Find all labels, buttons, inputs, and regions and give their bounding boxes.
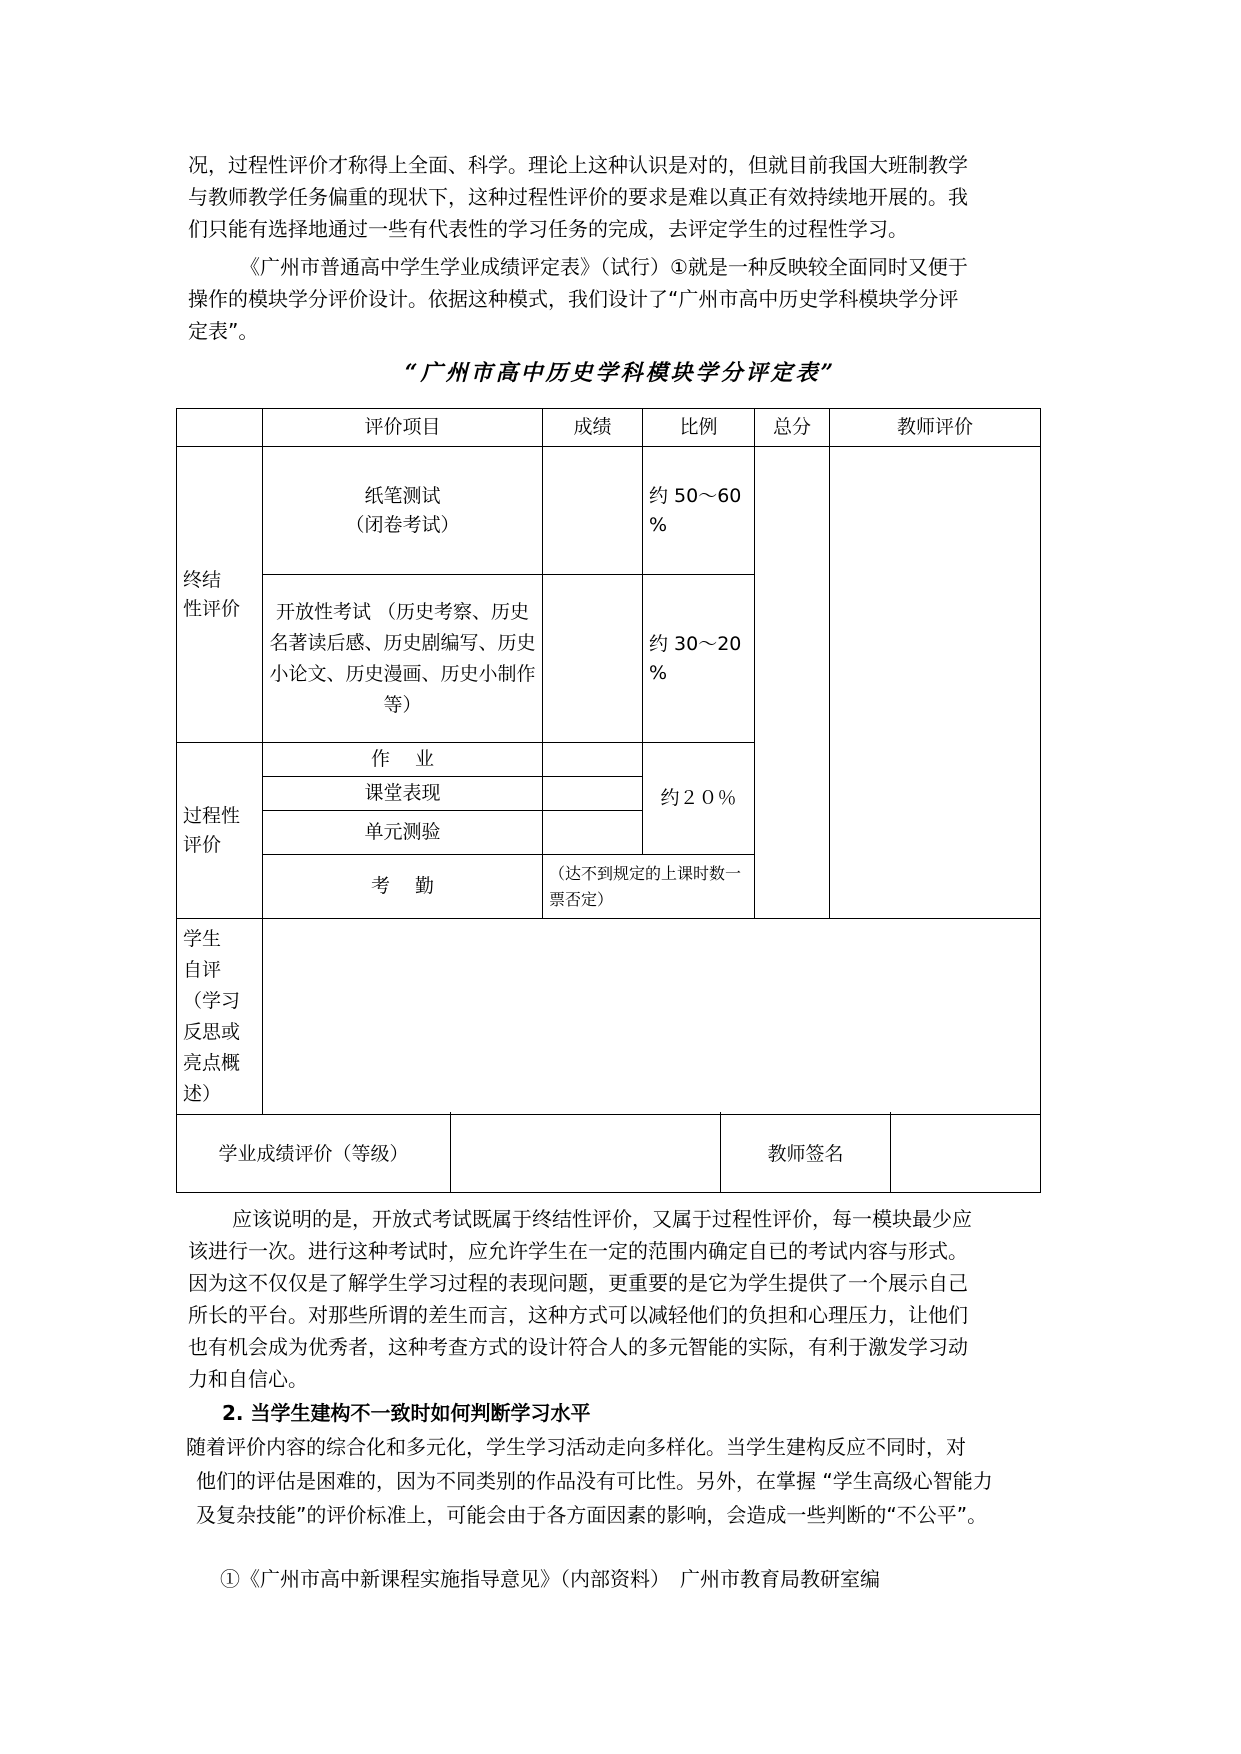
open-ratio-cell: 约 30～20 % xyxy=(643,575,755,743)
unit-test-score-cell[interactable] xyxy=(543,811,643,855)
paragraph-line: 应该说明的是，开放式考试既属于终结性评价，又属于过程性评价，每一模块最少应 xyxy=(232,1207,972,1231)
classroom-score-cell[interactable] xyxy=(543,777,643,811)
header-blank xyxy=(177,409,263,447)
paragraph-line: 随着评价内容的综合化和多元化，学生学习活动走向多样化。当学生建构反应不同时，对 xyxy=(186,1435,966,1459)
self-eval-label: 学生 自评 （学习 反思或 亮点概 述） xyxy=(177,919,263,1115)
grade-cell[interactable] xyxy=(451,1112,721,1193)
classroom-cell: 课堂表现 xyxy=(263,777,543,811)
unit-test-cell: 单元测验 xyxy=(263,811,543,855)
open-test-cell: 开放性考试 （历史考察、历史名著读后感、历史剧编写、历史小论文、历史漫画、历史小制作等） xyxy=(263,575,543,743)
teacher-eval-cell[interactable] xyxy=(830,447,1041,919)
signature-cell[interactable] xyxy=(891,1112,1041,1193)
header-teacher-eval: 教师评价 xyxy=(830,409,1041,447)
section-heading: 2. 当学生建构不一致时如何判断学习水平 xyxy=(222,1401,591,1425)
evaluation-table xyxy=(176,408,1041,1115)
open-score-cell[interactable] xyxy=(543,575,643,743)
attendance-note: （达不到规定的上课时数一票否定） xyxy=(543,855,755,919)
footnote: ①《广州市高中新课程实施指导意见》（内部资料） 广州市教育局教研室编 xyxy=(220,1567,880,1591)
paragraph-line: 操作的模块学分评价设计。依据这种模式，我们设计了“广州市高中历史学科模块学分评 xyxy=(188,287,959,311)
attendance-cell: 考 勤 xyxy=(263,855,543,919)
paragraph-line: 定表”。 xyxy=(188,319,259,343)
paragraph-line: 力和自信心。 xyxy=(188,1367,308,1391)
header-total: 总分 xyxy=(755,409,830,447)
written-score-cell[interactable] xyxy=(543,447,643,575)
grade-table xyxy=(176,1112,1041,1193)
total-score-cell[interactable] xyxy=(755,447,830,919)
paragraph-line: 与教师教学任务偏重的现状下，这种过程性评价的要求是难以真正有效持续地开展的。我 xyxy=(188,185,968,209)
written-ratio-cell: 约 50～60 % xyxy=(643,447,755,575)
written-test-cell: 纸笔测试 （闭卷考试） xyxy=(263,447,543,575)
self-eval-cell[interactable] xyxy=(263,919,1041,1115)
paragraph-line: 因为这不仅仅是了解学生学习过程的表现问题，更重要的是它为学生提供了一个展示自己 xyxy=(188,1271,968,1295)
header-ratio: 比例 xyxy=(643,409,755,447)
paragraph-line: 也有机会成为优秀者，这种考查方式的设计符合人的多元智能的实际，有利于激发学习动 xyxy=(188,1335,968,1359)
process-label: 过程性 评价 xyxy=(177,743,263,919)
signature-label: 教师签名 xyxy=(721,1112,891,1193)
paragraph-line: 及复杂技能”的评价标准上，可能会由于各方面因素的影响，会造成一些判断的“不公平”。 xyxy=(196,1503,988,1527)
homework-cell: 作 业 xyxy=(263,743,543,777)
homework-score-cell[interactable] xyxy=(543,743,643,777)
paragraph-line: 《广州市普通高中学生学业成绩评定表》（试行）①就是一种反映较全面同时又便于 xyxy=(240,255,968,279)
header-item: 评价项目 xyxy=(263,409,543,447)
grade-label: 学业成绩评价（等级） xyxy=(177,1112,451,1193)
paragraph-line: 该进行一次。进行这种考试时，应允许学生在一定的范围内确定自已的考试内容与形式。 xyxy=(188,1239,968,1263)
paragraph-line: 况，过程性评价才称得上全面、科学。理论上这种认识是对的，但就目前我国大班制教学 xyxy=(188,153,968,177)
paragraph-line: 他们的评估是困难的，因为不同类别的作品没有可比性。另外，在掌握 “学生高级心智能力 xyxy=(196,1469,993,1493)
table-title: “广州市高中历史学科模块学分评定表” xyxy=(404,360,837,386)
small-ratio-cell: 约２０％ xyxy=(643,743,755,855)
paragraph-line: 所长的平台。对那些所谓的差生而言，这种方式可以减轻他们的负担和心理压力，让他们 xyxy=(188,1303,968,1327)
summative-label: 终结 性评价 xyxy=(177,447,263,743)
paragraph-line: 们只能有选择地通过一些有代表性的学习任务的完成，去评定学生的过程性学习。 xyxy=(188,217,908,241)
header-score: 成绩 xyxy=(543,409,643,447)
